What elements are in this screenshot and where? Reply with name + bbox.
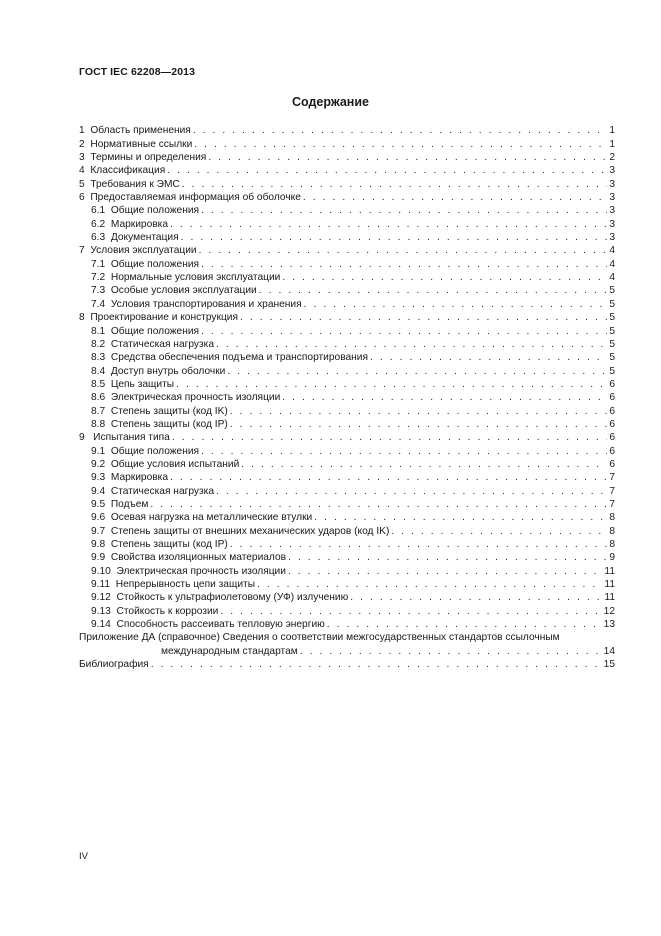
toc-entry-label bbox=[91, 446, 201, 458]
toc-entry-page: 3 bbox=[609, 218, 615, 230]
toc-entry-title: Непрерывность цепи защиты bbox=[115, 579, 256, 591]
toc-entry-label bbox=[91, 512, 314, 524]
leader-dots bbox=[240, 312, 607, 324]
leader-dots bbox=[170, 472, 607, 484]
toc-entry[interactable] bbox=[79, 591, 615, 604]
toc-entry[interactable] bbox=[79, 324, 615, 337]
toc-entry-number: 9.3 bbox=[91, 472, 106, 484]
toc-entry-page: 5 bbox=[609, 338, 615, 350]
toc-entry-title: Электрическая прочность изоляции bbox=[110, 392, 281, 404]
leader-dots bbox=[230, 539, 608, 551]
toc-entry[interactable] bbox=[79, 338, 615, 351]
toc-entry-page: 1 bbox=[609, 125, 615, 137]
appendix-page: 14 bbox=[603, 645, 615, 657]
toc-entry-number: 9.13 bbox=[91, 605, 111, 617]
toc-entry-label bbox=[79, 312, 240, 324]
toc-entry-number: 6.3 bbox=[91, 232, 106, 244]
toc-entry[interactable] bbox=[79, 244, 615, 257]
toc-entry-title: Степень защиты (код IP) bbox=[110, 539, 228, 550]
leader-dots bbox=[282, 272, 607, 284]
toc-entry-title: Область применения bbox=[90, 125, 191, 137]
toc-entry[interactable] bbox=[79, 578, 615, 591]
toc-entry-number: 9.11 bbox=[91, 579, 111, 591]
toc-entry-label bbox=[91, 606, 220, 618]
toc-entry-label bbox=[91, 272, 282, 284]
toc-entry-title: Степень защиты (код IK) bbox=[110, 405, 228, 417]
toc-entry-number: 8.2 bbox=[91, 338, 106, 350]
toc-entry-number: 5 bbox=[79, 178, 85, 190]
toc-entry-label bbox=[79, 179, 182, 191]
toc-entry-page: 3 bbox=[609, 232, 615, 244]
leader-dots bbox=[216, 339, 607, 351]
leader-dots bbox=[230, 419, 608, 431]
leader-dots bbox=[172, 432, 607, 444]
toc-entry-label bbox=[79, 165, 167, 177]
toc-entry-title: Стойкость к коррозии bbox=[116, 605, 219, 617]
toc-entry-label bbox=[91, 592, 350, 604]
leader-dots bbox=[259, 285, 608, 297]
toc-entry-page: 2 bbox=[609, 152, 615, 164]
toc-entry-page: 5 bbox=[609, 298, 615, 310]
toc-entry-page: 6 bbox=[609, 405, 615, 417]
toc-entry-label bbox=[91, 459, 241, 471]
toc-entry-title: Общие условия испытаний bbox=[110, 458, 240, 470]
toc-entry-label bbox=[91, 379, 176, 391]
toc-entry[interactable] bbox=[79, 271, 615, 284]
toc-entry[interactable] bbox=[79, 458, 615, 471]
toc-entry-title: Общие положения bbox=[110, 325, 200, 337]
toc-entry[interactable] bbox=[79, 564, 615, 577]
toc-entry-page: 11 bbox=[604, 565, 615, 577]
toc-entry-title: Документация bbox=[110, 232, 179, 244]
toc-entry-page: 5 bbox=[609, 352, 615, 364]
toc-entry-title: Требования к ЭМС bbox=[90, 178, 180, 190]
toc-entry-number: 7.3 bbox=[91, 285, 106, 297]
toc-entry-number: 9.2 bbox=[91, 458, 106, 470]
toc-entry-number: 6 bbox=[79, 192, 85, 204]
toc-entry-page: 6 bbox=[609, 378, 615, 390]
leader-dots bbox=[314, 512, 607, 524]
toc-entry-page: 5 bbox=[609, 285, 615, 297]
toc-entry[interactable] bbox=[79, 391, 615, 404]
toc-entry-title: Классификация bbox=[90, 165, 166, 177]
toc-entry-title: Свойства изоляционных материалов bbox=[110, 552, 287, 564]
toc-entry-page: 8 bbox=[609, 512, 615, 524]
toc-entry-title: Статическая нагрузка bbox=[110, 338, 214, 350]
toc-entry[interactable] bbox=[79, 164, 615, 177]
toc-entry-title: Статическая нагрузка bbox=[110, 485, 214, 497]
toc-entry-title: Особые условия эксплуатации bbox=[110, 285, 257, 297]
toc-entry-page: 4 bbox=[609, 245, 615, 257]
toc-entry[interactable] bbox=[79, 498, 615, 511]
leader-dots bbox=[151, 659, 602, 671]
toc-entry-page: 3 bbox=[609, 205, 615, 217]
leader-dots bbox=[201, 446, 607, 458]
toc-entry-title: Общие положения bbox=[110, 258, 200, 270]
toc-entry-title: Степень защиты от внешних механических ударов (код IK) bbox=[110, 525, 390, 537]
leader-dots bbox=[150, 499, 607, 511]
toc-entry-label bbox=[91, 579, 257, 591]
toc-entry-label bbox=[91, 232, 181, 244]
toc-entry-title: Общие положения bbox=[110, 205, 200, 217]
toc-entry-title: Электрическая прочность изоляции bbox=[116, 565, 286, 577]
toc-entry-label bbox=[79, 125, 193, 137]
toc-entry-page: 11 bbox=[604, 579, 615, 591]
toc-entry-page: 7 bbox=[609, 485, 615, 497]
toc-entry-title: Условия транспортирования и хранения bbox=[110, 298, 302, 310]
leader-dots bbox=[304, 299, 608, 311]
leader-dots bbox=[327, 619, 602, 631]
toc-entry-number: 7.4 bbox=[91, 298, 106, 310]
toc-entry-title: Условия эксплуатации bbox=[90, 245, 197, 257]
toc-entry-page: 6 bbox=[609, 392, 615, 404]
toc-entry-page: 5 bbox=[609, 312, 615, 324]
toc-entry-number: 2 bbox=[79, 138, 85, 150]
toc-entry-label bbox=[91, 366, 227, 378]
leader-dots bbox=[201, 326, 607, 338]
toc-entry-number: 9.1 bbox=[91, 445, 106, 457]
toc-entry[interactable] bbox=[79, 297, 615, 310]
table-of-contents bbox=[79, 124, 615, 671]
toc-entry[interactable] bbox=[79, 231, 615, 244]
toc-entry-page: 13 bbox=[603, 619, 615, 631]
toc-entry[interactable] bbox=[79, 524, 615, 537]
toc-entry-number: 1 bbox=[79, 125, 85, 137]
toc-entry-label bbox=[91, 352, 370, 364]
toc-entry-title: Степень защиты (код IP) bbox=[110, 418, 228, 430]
toc-entry-label bbox=[91, 619, 327, 631]
toc-entry[interactable] bbox=[79, 378, 615, 391]
toc-entry-page: 6 bbox=[609, 458, 615, 470]
toc-entry-label bbox=[91, 526, 391, 538]
toc-entries bbox=[79, 124, 615, 631]
toc-entry[interactable] bbox=[79, 351, 615, 364]
toc-entry-number: 9.5 bbox=[91, 498, 106, 510]
toc-entry-label bbox=[91, 285, 259, 297]
leader-dots bbox=[241, 459, 607, 471]
toc-entry-label bbox=[79, 152, 208, 164]
bibliography-title: Библиография bbox=[79, 659, 149, 671]
toc-entry-page: 6 bbox=[609, 445, 615, 457]
appendix-entry-line1[interactable] bbox=[79, 631, 615, 644]
toc-entry-label bbox=[79, 192, 303, 204]
appendix-title: Приложение ДА (справочное) Сведения о соответствии межгосударственных стандартов ссылочным bbox=[79, 632, 560, 644]
toc-entry-title: Общие положения bbox=[110, 445, 200, 457]
toc-entry-page: 12 bbox=[603, 605, 615, 617]
toc-entry-number: 9.9 bbox=[91, 552, 106, 564]
toc-entry-number: 7 bbox=[79, 245, 85, 257]
toc-entry-page: 5 bbox=[609, 365, 615, 377]
toc-entry-number: 7.1 bbox=[91, 258, 106, 270]
toc-entry-number: 8.3 bbox=[91, 352, 106, 364]
leader-dots bbox=[288, 552, 607, 564]
toc-entry[interactable] bbox=[79, 618, 615, 631]
toc-entry-number: 6.2 bbox=[91, 218, 106, 230]
toc-entry-number: 8 bbox=[79, 312, 85, 324]
bibliography-page: 15 bbox=[603, 659, 615, 671]
leader-dots bbox=[370, 352, 607, 364]
toc-entry-label bbox=[79, 139, 194, 151]
toc-entry-number: 9.6 bbox=[91, 512, 106, 524]
toc-entry-title: Подъем bbox=[110, 498, 149, 510]
toc-entry[interactable] bbox=[79, 257, 615, 270]
toc-entry-page: 8 bbox=[609, 525, 615, 537]
leader-dots bbox=[182, 179, 608, 191]
toc-entry[interactable] bbox=[79, 364, 615, 377]
toc-entry-title: Средства обеспечения подъема и транспортирования bbox=[110, 352, 368, 364]
leader-dots bbox=[220, 606, 601, 618]
toc-entry[interactable] bbox=[79, 311, 615, 324]
toc-entry-number: 9.4 bbox=[91, 485, 106, 497]
toc-entry-page: 3 bbox=[609, 178, 615, 190]
leader-dots bbox=[288, 566, 602, 578]
toc-entry-label bbox=[91, 205, 201, 217]
leader-dots bbox=[216, 486, 607, 498]
toc-entry[interactable] bbox=[79, 551, 615, 564]
leader-dots bbox=[208, 152, 607, 164]
leader-dots bbox=[199, 245, 608, 257]
toc-entry[interactable] bbox=[79, 204, 615, 217]
toc-entry-title: Маркировка bbox=[110, 218, 169, 230]
toc-entry[interactable] bbox=[79, 217, 615, 230]
toc-entry-label bbox=[91, 419, 230, 431]
toc-entry-title: Маркировка bbox=[110, 472, 169, 484]
leader-dots bbox=[176, 379, 607, 391]
toc-entry-number: 9.14 bbox=[91, 619, 111, 631]
leader-dots bbox=[227, 366, 607, 378]
toc-entry[interactable] bbox=[79, 404, 615, 417]
toc-entry-label bbox=[79, 245, 199, 257]
toc-entry[interactable] bbox=[79, 418, 615, 431]
leader-dots bbox=[391, 526, 607, 538]
toc-entry-label bbox=[91, 339, 216, 351]
toc-entry-number: 8.8 bbox=[91, 418, 106, 430]
toc-entry-page: 3 bbox=[609, 192, 615, 204]
toc-entry-label bbox=[91, 486, 216, 498]
page-number: IV bbox=[79, 851, 88, 862]
toc-entry-number: 8.1 bbox=[91, 325, 106, 337]
toc-entry-page: 9 bbox=[609, 552, 615, 564]
toc-entry-page: 7 bbox=[609, 472, 615, 484]
toc-entry-title: Способность рассеивать тепловую энергию bbox=[116, 619, 325, 631]
toc-entry-page: 6 bbox=[609, 432, 615, 444]
toc-entry-number: 9 bbox=[79, 432, 85, 444]
leader-dots bbox=[181, 232, 608, 244]
appendix-entry-line2[interactable] bbox=[79, 644, 615, 657]
toc-entry-label bbox=[91, 552, 288, 564]
toc-entry[interactable] bbox=[79, 137, 615, 150]
toc-entry-page: 11 bbox=[604, 592, 615, 604]
leader-dots bbox=[194, 139, 607, 151]
toc-entry-label bbox=[91, 326, 201, 338]
toc-entry-title: Предоставляемая информация об оболочке bbox=[90, 192, 301, 204]
toc-entry-number: 6.1 bbox=[91, 205, 106, 217]
toc-entry-label bbox=[91, 299, 304, 311]
leader-dots bbox=[193, 125, 608, 137]
toc-entry-page: 5 bbox=[609, 325, 615, 337]
toc-entry-label bbox=[91, 259, 201, 271]
toc-entry-page: 4 bbox=[609, 272, 615, 284]
toc-entry-label bbox=[79, 432, 172, 444]
toc-entry[interactable] bbox=[79, 511, 615, 524]
toc-entry-page: 6 bbox=[609, 418, 615, 430]
toc-entry-number: 8.7 bbox=[91, 405, 106, 417]
leader-dots bbox=[230, 406, 608, 418]
toc-entry[interactable] bbox=[79, 284, 615, 297]
toc-entry-number: 9.8 bbox=[91, 539, 106, 550]
leader-dots bbox=[282, 392, 607, 404]
toc-entry-title: Цепь защиты bbox=[110, 378, 175, 390]
toc-entry[interactable] bbox=[79, 124, 615, 137]
toc-entry-number: 7.2 bbox=[91, 272, 106, 284]
toc-entry-page: 8 bbox=[609, 539, 615, 550]
toc-entry-label bbox=[91, 219, 170, 231]
toc-entry-title: Осевая нагрузка на металлические втулки bbox=[110, 512, 313, 524]
toc-entry-label bbox=[91, 406, 230, 418]
toc-entry-page: 3 bbox=[609, 165, 615, 177]
toc-entry[interactable] bbox=[79, 151, 615, 164]
leader-dots bbox=[170, 219, 607, 231]
toc-entry-page: 1 bbox=[609, 138, 615, 150]
toc-entry-page: 7 bbox=[609, 498, 615, 510]
leader-dots bbox=[350, 592, 602, 604]
toc-entry[interactable] bbox=[79, 604, 615, 617]
toc-entry[interactable] bbox=[79, 431, 615, 444]
leader-dots bbox=[201, 205, 607, 217]
toc-entry[interactable] bbox=[79, 444, 615, 457]
toc-entry-title: Нормальные условия эксплуатации bbox=[110, 272, 281, 284]
toc-entry-number: 8.5 bbox=[91, 378, 106, 390]
toc-entry-title: Термины и определения bbox=[90, 152, 207, 164]
leader-dots bbox=[303, 192, 607, 204]
toc-entry-label bbox=[91, 499, 150, 511]
toc-entry-page: 4 bbox=[609, 258, 615, 270]
bibliography-entry[interactable] bbox=[79, 658, 615, 671]
toc-entry-label bbox=[91, 566, 288, 578]
toc-entry-number: 3 bbox=[79, 152, 85, 164]
toc-entry-title: Доступ внутрь оболочки bbox=[110, 365, 226, 377]
toc-entry-number: 9.10 bbox=[91, 565, 111, 577]
toc-entry-label bbox=[91, 539, 230, 551]
toc-entry-number: 9.12 bbox=[91, 592, 111, 604]
toc-entry-number: 8.4 bbox=[91, 365, 106, 377]
leader-dots bbox=[300, 646, 602, 658]
page-title: Содержание bbox=[291, 95, 369, 109]
toc-entry-title: Испытания типа bbox=[90, 432, 170, 444]
toc-entry-title: Проектирование и конструкция bbox=[90, 312, 238, 324]
toc-entry-title: Нормативные ссылки bbox=[90, 138, 193, 150]
document-header: ГОСТ IEC 62208—2013 bbox=[79, 66, 196, 78]
toc-entry-number: 4 bbox=[79, 165, 85, 177]
toc-entry[interactable] bbox=[79, 471, 615, 484]
toc-entry[interactable] bbox=[79, 484, 615, 497]
toc-entry-label bbox=[91, 472, 170, 484]
toc-entry-title: Стойкость к ультрафиолетовому (УФ) излучению bbox=[116, 592, 349, 604]
leader-dots bbox=[167, 165, 607, 177]
toc-entry[interactable] bbox=[79, 177, 615, 190]
leader-dots bbox=[201, 259, 607, 271]
toc-entry-number: 9.7 bbox=[91, 525, 106, 537]
toc-entry-number: 8.6 bbox=[91, 392, 106, 404]
toc-entry[interactable] bbox=[79, 191, 615, 204]
toc-entry-label bbox=[91, 392, 282, 404]
toc-entry[interactable] bbox=[79, 538, 615, 551]
leader-dots bbox=[257, 579, 602, 591]
appendix-subtitle: международным стандартам bbox=[161, 645, 298, 657]
